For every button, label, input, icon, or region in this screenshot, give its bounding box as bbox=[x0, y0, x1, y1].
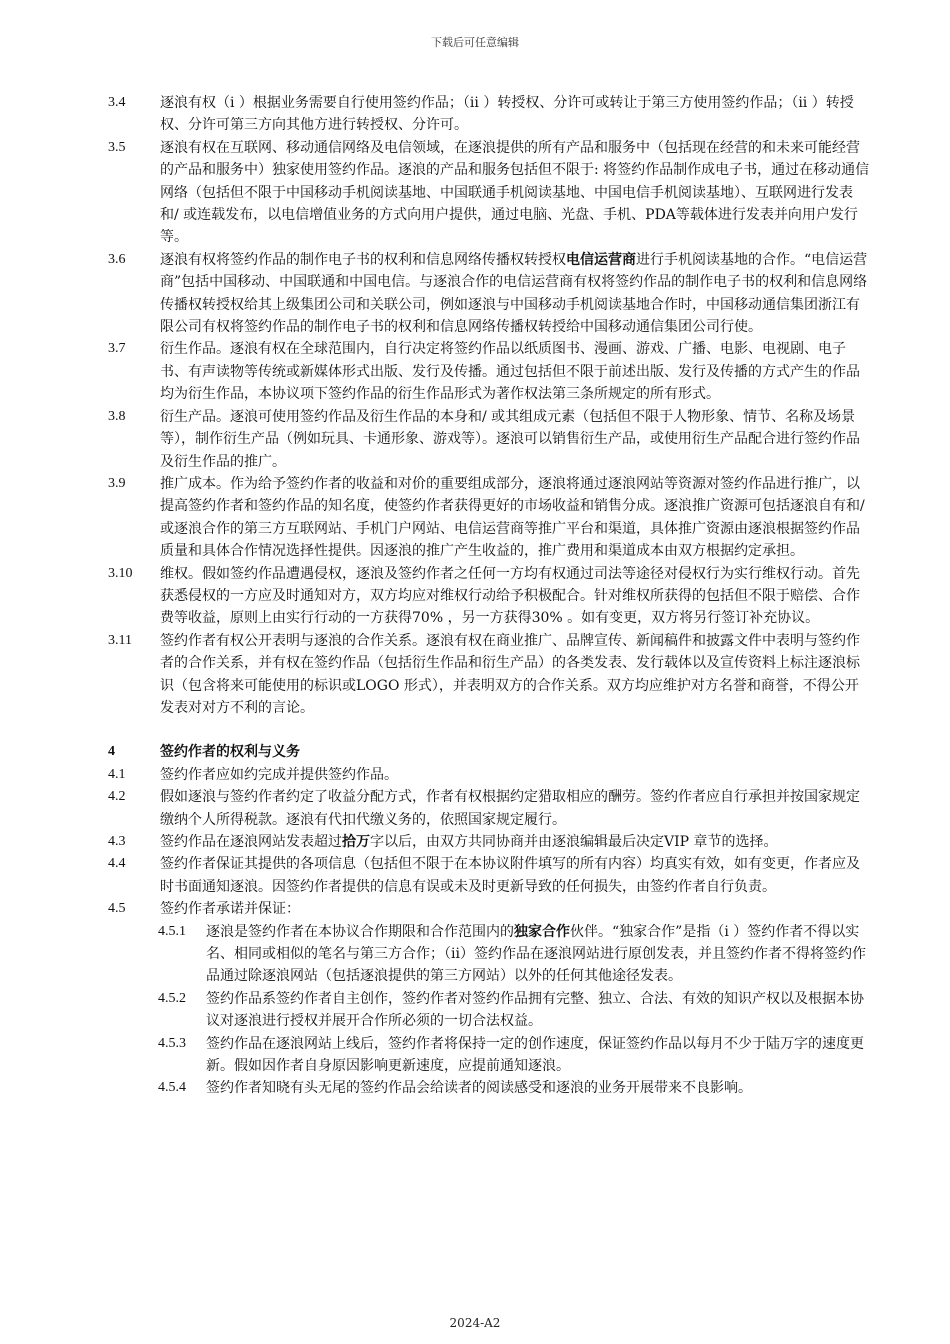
clause-text-run: 签约作品在逐浪网站发表超过 bbox=[160, 834, 342, 850]
clause-text-run: 签约作品系签约作者自主创作，签约作者对签约作品拥有完整、独立、合法、有效的知识产权以及根据本协议对逐浪进行授权并展开合作所必须的一切合法权益。 bbox=[206, 990, 864, 1030]
clause-number: 3.7 bbox=[108, 341, 126, 357]
clause-item bbox=[158, 1033, 870, 1078]
clause-text bbox=[160, 473, 870, 563]
clause-item bbox=[108, 249, 870, 339]
clause-text bbox=[160, 831, 870, 853]
clause-item bbox=[108, 786, 870, 831]
section-number: 4 bbox=[108, 744, 115, 760]
clause-text-run: 伙伴。“独家合作”是指（i ）签约作者不得以实名、相同或相似的笔名与第三方合作；（ii）签约作品在逐浪网站进行原创发表，并且签约作者不得将签约作品通过除逐浪网站（包括逐浪提供的第三方网站）以外的任何其他途径发表。 bbox=[206, 923, 866, 985]
clause-text bbox=[206, 988, 870, 1033]
clause-number: 4.5.4 bbox=[158, 1080, 186, 1096]
clause-text-run: 衍生产品。逐浪可使用签约作品及衍生作品的本身和/ 或其组成元素（包括但不限于人物形象、情节、名称及场景等），制作衍生产品（例如玩具、卡通形象、游戏等）。逐浪可以销售衍生产品，或使用衍生产品配合进行签约作品及衍生作品的推广。 bbox=[160, 408, 860, 470]
clause-text bbox=[206, 1077, 870, 1099]
clause-text bbox=[160, 764, 870, 786]
section-4-list bbox=[108, 764, 870, 921]
clause-text bbox=[160, 92, 870, 137]
clause-text-run: 逐浪有权在互联网、移动通信网络及电信领域，在逐浪提供的所有产品和服务中（包括现在经营的和未来可能经营的产品和服务中）独家使用签约作品。逐浪的产品和服务包括但不限于: 将签约作品制作成电子书，通过在移动通信网络（包括但不限于中国移动手机阅读基地、中国联通手机阅读基地、中国电信手机阅读基地）、互联网进行发表和/ 或连载发布，以电信增值业务的方式向用户提供，通过电脑、光盘、手机、PDA等载体进行发表并向用户发行等。 bbox=[160, 139, 870, 246]
clause-number: 4.5.3 bbox=[158, 1035, 186, 1051]
clause-item bbox=[108, 764, 870, 786]
clause-number: 3.5 bbox=[108, 139, 126, 155]
clause-number: 3.8 bbox=[108, 408, 126, 424]
clause-text bbox=[160, 898, 870, 920]
clause-number: 4.5 bbox=[108, 901, 126, 917]
clause-text-bold: 电信运营商 bbox=[566, 251, 636, 268]
clause-text bbox=[206, 921, 870, 988]
clause-text-run: 签约作者承诺并保证： bbox=[160, 901, 300, 918]
clause-text bbox=[160, 786, 870, 831]
clause-text-run: 签约作者应如约完成并提供签约作品。 bbox=[160, 766, 398, 783]
clause-text bbox=[160, 406, 870, 473]
clause-number: 4.2 bbox=[108, 789, 126, 805]
clause-text-run: 逐浪有权将签约作品的制作电子书的权利和信息网络传播权转授权 bbox=[160, 251, 566, 268]
clause-text-run: 逐浪是签约作者在本协议合作期限和合作范围内的 bbox=[206, 923, 514, 940]
clause-text bbox=[160, 853, 870, 898]
clause-text-run: 进行手机阅读基地的合作。“电信运营商”包括中国移动、中国联通和中国电信。与逐浪合作的电信运营商有权将签约作品的制作电子书的权利和信息网络传播权转授权给其上级集团公司和关联公司，例如逐浪与中国移动手机阅读基地合作时，中国移动通信集团浙江有限公司有权将签约作品的制作电子书的权利和信息网络传播权转授给中国移动通信集团公司行使。 bbox=[160, 251, 868, 336]
clause-item bbox=[108, 473, 870, 563]
subsection-4-5-list bbox=[108, 921, 870, 1100]
page-header: 下载后可任意编辑 bbox=[431, 36, 519, 49]
clause-text bbox=[160, 249, 870, 339]
clause-item bbox=[108, 563, 870, 630]
clause-text-run: 签约作品在逐浪网站上线后，签约作者将保持一定的创作速度，保证签约作品以每月不少于陆万字的速度更新。假如因作者自身原因影响更新速度，应提前通知逐浪。 bbox=[206, 1035, 864, 1075]
clause-text-run: 维权。假如签约作品遭遇侵权，逐浪及签约作者之任何一方均有权通过司法等途径对侵权行为实行维权行动。首先获悉侵权的一方应及时通知对方，双方均应对维权行动给予积极配合。针对维权所获得的包括但不限于赔偿、合作费等收益，原则上由实行行动的一方获得70% ，另一方获得30% 。如有变更，双方将另行签订补充协议。 bbox=[160, 565, 860, 627]
clause-item bbox=[108, 630, 870, 720]
clause-text bbox=[160, 137, 870, 249]
clause-number: 4.5.1 bbox=[158, 923, 186, 939]
clause-number: 4.3 bbox=[108, 834, 126, 849]
clause-number: 4.4 bbox=[108, 856, 126, 872]
clause-text-bold: 拾万 bbox=[342, 834, 370, 850]
clause-item bbox=[158, 988, 870, 1033]
page-footer: 2024-A2 bbox=[449, 1316, 501, 1330]
clause-number: 3.11 bbox=[108, 632, 132, 648]
clause-number: 4.1 bbox=[108, 766, 126, 782]
clause-text-bold: 独家合作 bbox=[514, 923, 570, 940]
clause-text-run: 假如逐浪与签约作者约定了收益分配方式，作者有权根据约定猎取相应的酬劳。签约作者应自行承担并按国家规定缴纳个人所得税款。逐浪有代扣代缴义务的，依照国家规定履行。 bbox=[160, 789, 860, 828]
clause-text-run: 衍生作品。逐浪有权在全球范围内，自行决定将签约作品以纸质图书、漫画、游戏、广播、电影、电视剧、电子书、有声读物等传统或新媒体形式出版、发行及传播。通过包括但不限于前述出版、发行及传播的方式产生的作品均为衍生作品，本协议项下签约作品的衍生作品形式为著作权法第三条所规定的所有形式。 bbox=[160, 341, 860, 403]
clause-text-run: 推广成本。作为给予签约作者的收益和对价的重要组成部分，逐浪将通过逐浪网站等资源对签约作品进行推广，以提高签约作者和签约作品的知名度，使签约作者获得更好的市场收益和销售分成。逐浪推广资源可包括逐浪自有和/ 或逐浪合作的第三方互联网站、手机门户网站、电信运营商等推广平台和渠道，具体推广资源由逐浪根据签约作品质量和具体合作情况选择性提供。因逐浪的推广产生收益的，推广费用和渠道成本由双方根据约定承担。 bbox=[160, 475, 865, 560]
clause-item bbox=[158, 921, 870, 988]
clause-item bbox=[108, 338, 870, 405]
clause-text-run: 签约作者知晓有头无尾的签约作品会给读者的阅读感受和逐浪的业务开展带来不良影响。 bbox=[206, 1080, 752, 1097]
clause-item bbox=[108, 92, 870, 137]
clause-text bbox=[160, 338, 870, 405]
clause-item bbox=[108, 898, 870, 920]
section-3-list bbox=[108, 92, 870, 719]
clause-number: 4.5.2 bbox=[158, 990, 186, 1006]
clause-text bbox=[206, 1033, 870, 1078]
clause-number: 3.4 bbox=[108, 95, 126, 110]
clause-text-run: 签约作者有权公开表明与逐浪的合作关系。逐浪有权在商业推广、品牌宣传、新闻稿件和披露文件中表明与签约作者的合作关系，并有权在签约作品（包括衍生作品和衍生产品）的各类发表、发行载体以及宣传资料上标注逐浪标识（包含将来可能使用的标识或LOGO 形式），并表明双方的合作关系。双方均应维护对方名誉和商誉，不得公开发表对对方不利的言论。 bbox=[160, 632, 860, 716]
section-title: 签约作者的权利与义务 bbox=[160, 744, 300, 761]
document-body bbox=[108, 92, 870, 1100]
clause-item bbox=[108, 137, 870, 249]
clause-number: 3.10 bbox=[108, 565, 133, 581]
section-heading bbox=[108, 741, 870, 763]
clause-text-run: 字以后，由双方共同协商并由逐浪编辑最后决定VIP 章节的选择。 bbox=[370, 834, 778, 850]
clause-item bbox=[108, 406, 870, 473]
clause-text bbox=[160, 563, 870, 630]
clause-item bbox=[108, 853, 870, 898]
clause-item bbox=[158, 1077, 870, 1099]
clause-item bbox=[108, 831, 870, 853]
clause-number: 3.6 bbox=[108, 251, 126, 267]
clause-text-run: 签约作者保证其提供的各项信息（包括但不限于在本协议附件填写的所有内容）均真实有效，如有变更，作者应及时书面通知逐浪。因签约作者提供的信息有误或未及时更新导致的任何损失，由签约作者自行负责。 bbox=[160, 856, 860, 895]
clause-text-run: 逐浪有权（i ）根据业务需要自行使用签约作品；（ii ）转授权、分许可或转让于第三方使用签约作品；（ii ）转授权、分许可第三方向其他方进行转授权、分许可。 bbox=[160, 95, 854, 134]
clause-number: 3.9 bbox=[108, 475, 126, 491]
clause-text bbox=[160, 630, 870, 720]
